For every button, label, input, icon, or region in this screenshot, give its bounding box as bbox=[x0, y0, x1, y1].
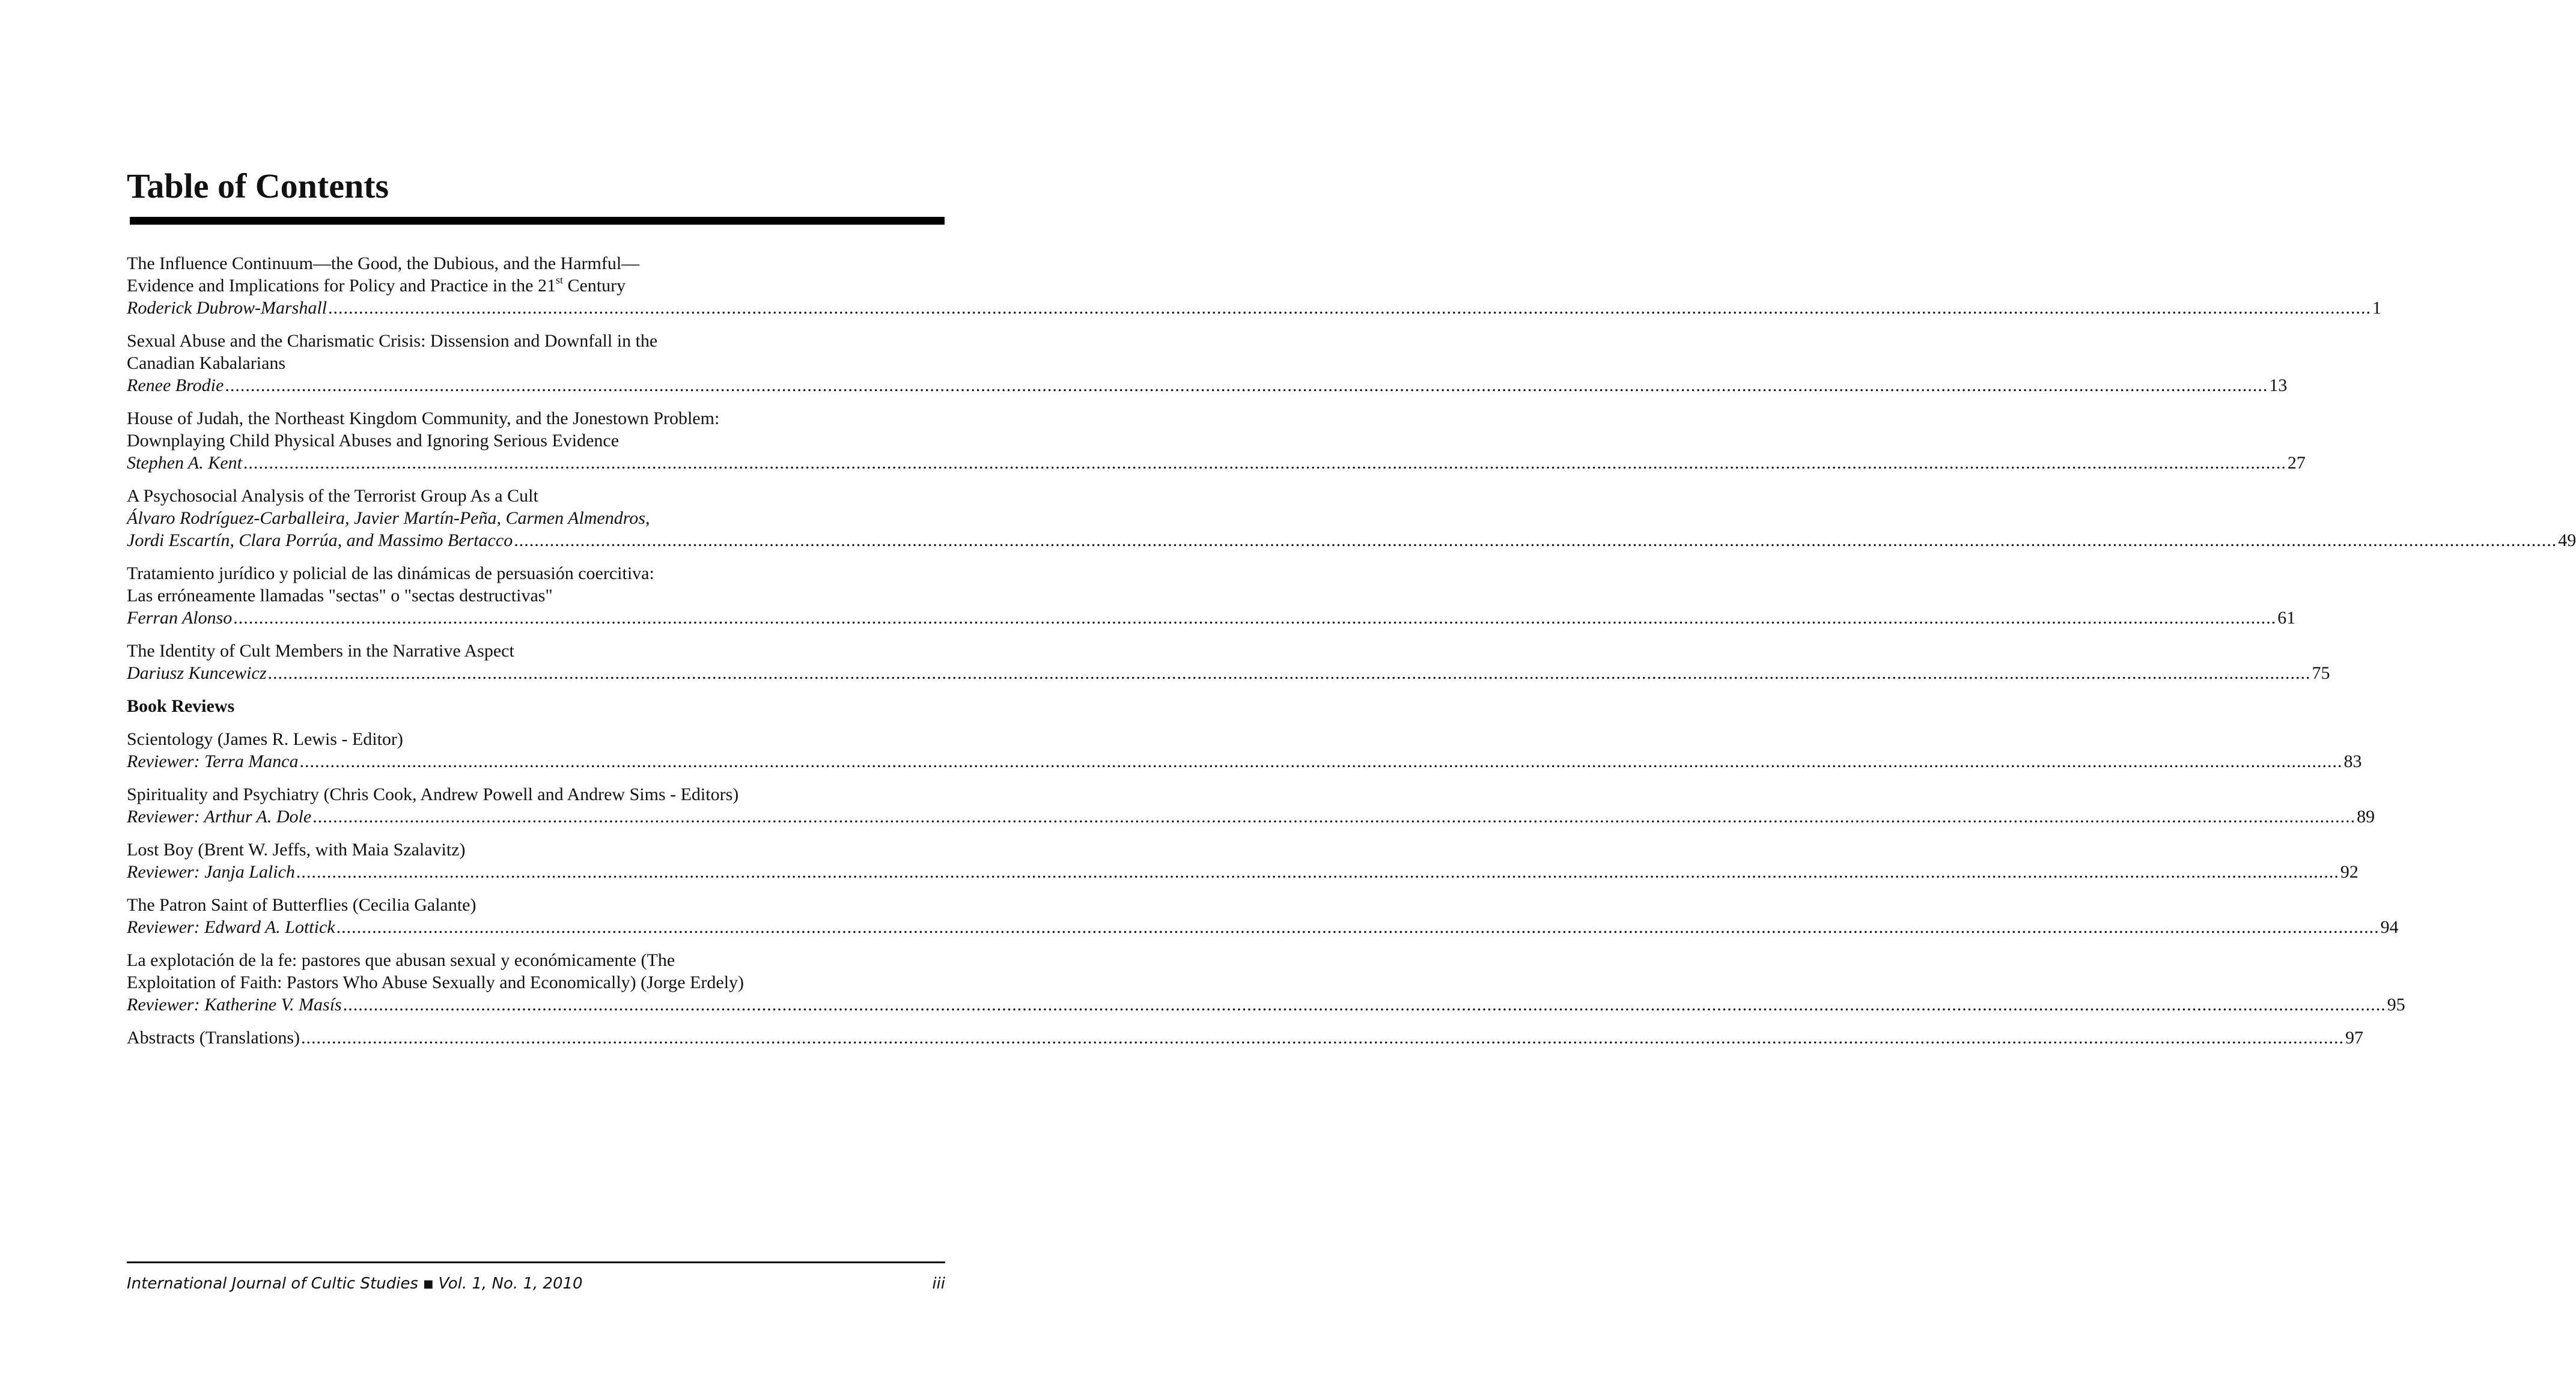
dot-leader: ................................................................................................................................................................................................................................................................................................................................................................................................................ bbox=[243, 453, 2286, 473]
reviewer: Reviewer: Arthur A. Dole bbox=[127, 807, 312, 827]
ordinal-suffix: st bbox=[555, 274, 563, 286]
book-reviews-heading: Book Reviews bbox=[127, 696, 235, 716]
review-page-number: 94 bbox=[2380, 917, 2399, 937]
review-page-number: 89 bbox=[2357, 807, 2375, 827]
review-entry bbox=[127, 839, 2358, 883]
entry-title-line: Las erróneamente llamadas "sectas" o "sectas destructivas" bbox=[127, 586, 553, 605]
review-page-number: 92 bbox=[2340, 862, 2358, 882]
entry-page-number: 13 bbox=[2269, 375, 2288, 395]
page-title: Table of Contents bbox=[127, 166, 389, 205]
toc-entry bbox=[127, 640, 2330, 684]
review-entry bbox=[127, 728, 2362, 772]
entry-author-line-1: Álvaro Rodríguez-Carballeira, Javier Martín-Peña, Carmen Almendros, bbox=[127, 508, 650, 528]
abstracts-entry bbox=[127, 1027, 2364, 1049]
footer-rule bbox=[127, 1261, 945, 1263]
reviewer-line[interactable] bbox=[127, 861, 2358, 883]
toc-entry bbox=[127, 485, 2576, 551]
reviewer-line[interactable] bbox=[127, 806, 2375, 828]
entry-title-line: The Identity of Cult Members in the Narrative Aspect bbox=[127, 641, 514, 661]
reviewer-line[interactable] bbox=[127, 916, 2399, 938]
dot-leader: ................................................................................................................................................................................................................................................................................................................................................................................................................ bbox=[233, 608, 2277, 628]
dot-leader: ................................................................................................................................................................................................................................................................................................................................................................................................................ bbox=[267, 663, 2311, 683]
dot-leader: ................................................................................................................................................................................................................................................................................................................................................................................................................ bbox=[336, 917, 2380, 937]
dot-leader: ................................................................................................................................................................................................................................................................................................................................................................................................................ bbox=[225, 375, 2268, 395]
entry-page-number: 75 bbox=[2312, 663, 2330, 683]
dot-leader: ................................................................................................................................................................................................................................................................................................................................................................................................................ bbox=[301, 1028, 2345, 1048]
entry-title-line: A Psychosocial Analysis of the Terrorist Group As a Cult bbox=[127, 486, 538, 506]
abstracts-line[interactable] bbox=[127, 1027, 2364, 1049]
table-of-contents bbox=[127, 252, 2576, 1060]
toc-entry bbox=[127, 330, 2288, 396]
entry-title-line: Downplaying Child Physical Abuses and Ignoring Serious Evidence bbox=[127, 431, 620, 451]
reviewer: Reviewer: Edward A. Lottick bbox=[127, 917, 335, 937]
entry-title-text: Evidence and Implications for Policy and Practice in the 21 bbox=[127, 276, 556, 296]
dot-leader: ................................................................................................................................................................................................................................................................................................................................................................................................................ bbox=[514, 530, 2557, 550]
entry-page-number: 49 bbox=[2558, 530, 2576, 550]
entry-title-line: Tratamiento jurídico y policial de las dinámicas de persuasión coercitiva: bbox=[127, 563, 654, 583]
entry-author: Renee Brodie bbox=[127, 375, 224, 395]
toc-entry bbox=[127, 252, 2382, 319]
entry-page-number: 27 bbox=[2287, 453, 2306, 473]
reviewer-line[interactable] bbox=[127, 994, 2405, 1016]
entry-title-line bbox=[127, 275, 944, 297]
dot-leader: ................................................................................................................................................................................................................................................................................................................................................................................................................ bbox=[343, 995, 2386, 1015]
entry-title-line: The Influence Continuum—the Good, the Dubious, and the Harmful— bbox=[127, 253, 640, 273]
square-separator-icon: ■ bbox=[423, 1278, 434, 1290]
review-title-line: Spirituality and Psychiatry (Chris Cook, Andrew Powell and Andrew Sims - Editors) bbox=[127, 785, 739, 804]
entry-page-number: 61 bbox=[2277, 608, 2296, 628]
entry-title-text: Century bbox=[562, 276, 626, 296]
entry-author-line[interactable] bbox=[127, 662, 2330, 684]
title-rule bbox=[130, 217, 945, 225]
review-page-number: 95 bbox=[2387, 995, 2405, 1015]
review-entry bbox=[127, 894, 2399, 938]
review-title-line: Lost Boy (Brent W. Jeffs, with Maia Szalavitz) bbox=[127, 840, 466, 860]
volume-info: Vol. 1, No. 1, 2010 bbox=[438, 1275, 583, 1293]
review-title-line: Scientology (James R. Lewis - Editor) bbox=[127, 729, 403, 749]
reviewer: Reviewer: Janja Lalich bbox=[127, 862, 295, 882]
review-entry bbox=[127, 783, 2375, 828]
page-footer bbox=[127, 1275, 945, 1293]
dot-leader: ................................................................................................................................................................................................................................................................................................................................................................................................................ bbox=[312, 807, 2356, 827]
entry-author: Dariusz Kuncewicz bbox=[127, 663, 267, 683]
review-entry bbox=[127, 949, 2405, 1016]
review-page-number: 83 bbox=[2343, 751, 2362, 771]
abstracts-label: Abstracts (Translations) bbox=[127, 1028, 300, 1048]
review-title-line: The Patron Saint of Butterflies (Cecilia Galante) bbox=[127, 895, 477, 915]
footer-citation bbox=[127, 1275, 583, 1293]
dot-leader: ................................................................................................................................................................................................................................................................................................................................................................................................................ bbox=[299, 751, 2343, 771]
review-title-line: La explotación de la fe: pastores que abusan sexual y económicamente (The bbox=[127, 950, 675, 970]
entry-title-line: Canadian Kabalarians bbox=[127, 353, 286, 373]
entry-author: Roderick Dubrow-Marshall bbox=[127, 298, 327, 318]
entry-author-line[interactable] bbox=[127, 297, 2382, 319]
reviewer: Reviewer: Katherine V. Masís bbox=[127, 995, 342, 1015]
reviewer: Reviewer: Terra Manca bbox=[127, 751, 299, 771]
entry-title-line: House of Judah, the Northeast Kingdom Community, and the Jonestown Problem: bbox=[127, 408, 720, 428]
entry-author-line[interactable] bbox=[127, 374, 2288, 396]
entry-author-line[interactable] bbox=[127, 607, 2296, 629]
entry-author: Jordi Escartín, Clara Porrúa, and Massimo Bertacco bbox=[127, 530, 513, 550]
reviewer-line[interactable] bbox=[127, 750, 2362, 772]
entry-author-line[interactable] bbox=[127, 529, 2576, 551]
entry-author: Stephen A. Kent bbox=[127, 453, 242, 473]
entry-page-number: 1 bbox=[2372, 298, 2382, 318]
abstracts-page-number: 97 bbox=[2345, 1028, 2364, 1048]
entry-author: Ferran Alonso bbox=[127, 608, 233, 628]
dot-leader: ................................................................................................................................................................................................................................................................................................................................................................................................................ bbox=[296, 862, 2339, 882]
dot-leader: ................................................................................................................................................................................................................................................................................................................................................................................................................ bbox=[328, 298, 2372, 318]
entry-author-line[interactable] bbox=[127, 452, 2306, 474]
journal-name: International Journal of Cultic Studies bbox=[127, 1275, 418, 1293]
review-title-line: Exploitation of Faith: Pastors Who Abuse Sexually and Economically) (Jorge Erdely) bbox=[127, 973, 744, 992]
toc-entry bbox=[127, 407, 2306, 474]
footer-page-number: iii bbox=[932, 1275, 945, 1293]
toc-entry bbox=[127, 562, 2296, 629]
entry-title-line: Sexual Abuse and the Charismatic Crisis: Dissension and Downfall in the bbox=[127, 331, 658, 351]
